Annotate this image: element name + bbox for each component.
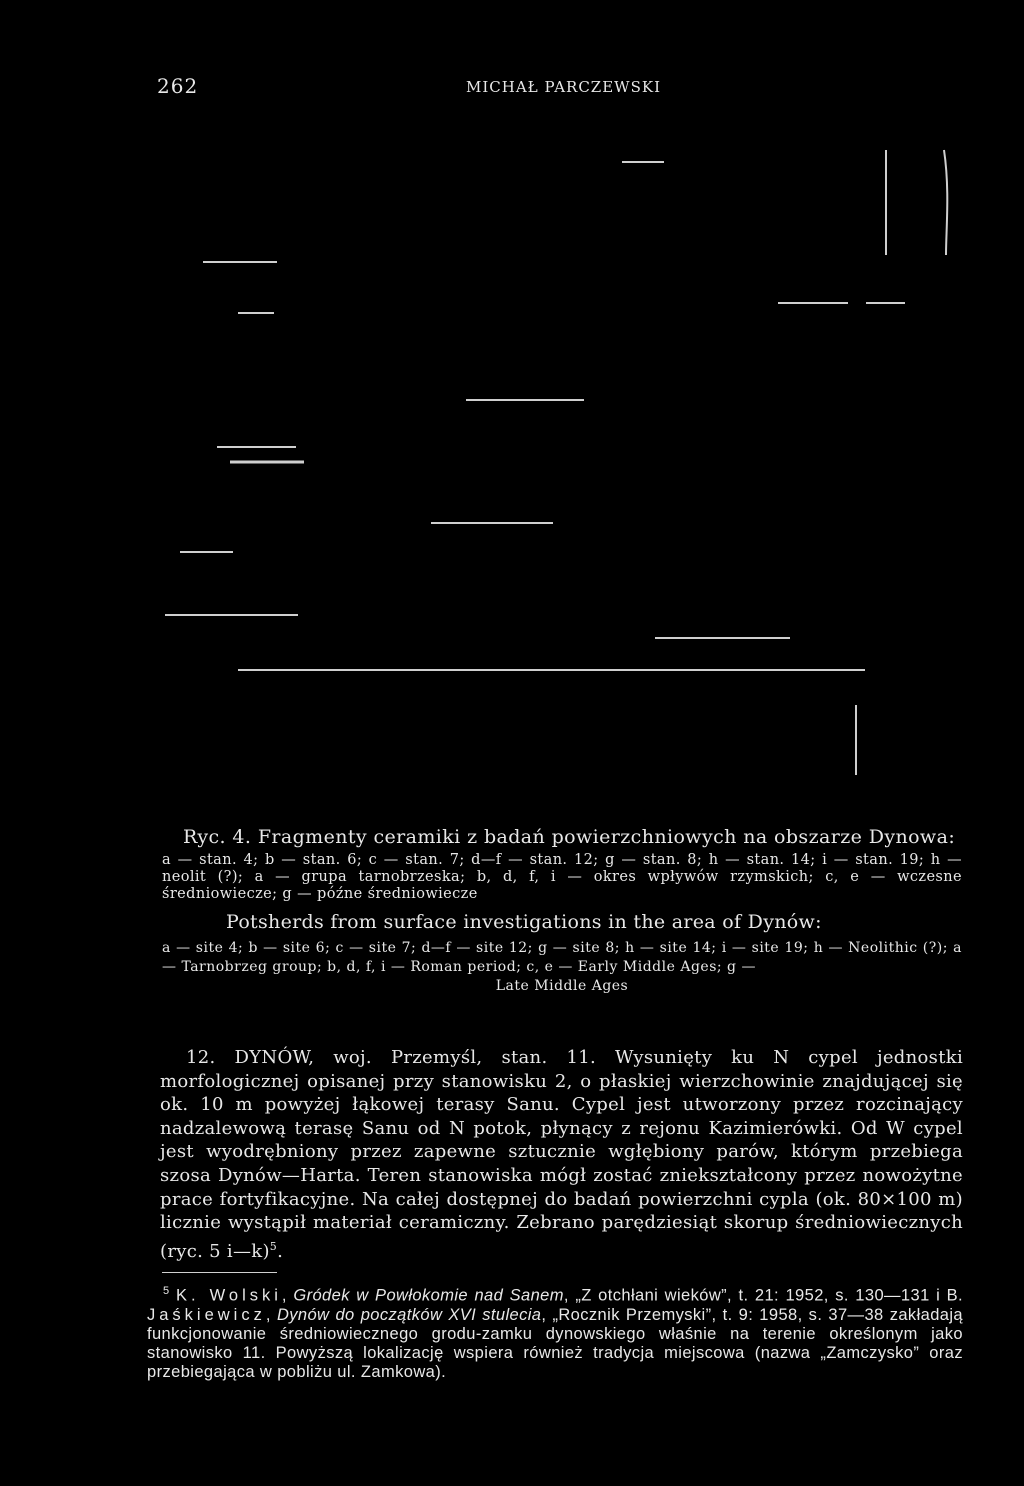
figure-caption-pl-title xyxy=(183,826,963,848)
footnote-5: $^5$ K. Wolski, Gródek w Powłokomie nad Sanem, „Z otchłani wieków”, t. 21: 1952, s. 130—131 i B. Jaśkiewicz, Dynów do początków XVI stulecia, „Rocznik Przemyski”, t. 9: 1958, s. 37—38 zakładają funkcjonowanie średniowiecznego grodu-zamku dynowskiego właśnie na terenie określonym jako stanowisko 11. Powyższą lokalizację wspiera również tradycja miejscowa (nazwa „Zamczysko” oraz przebiegająca w pobliżu ul. Zamkowa). xyxy=(147,1285,964,1381)
footnote xyxy=(147,1282,963,1382)
footnote-reference: 5 xyxy=(269,1239,278,1253)
footnote-title-2: Dynów do początków XVI stulecia xyxy=(276,1305,542,1324)
footnote-text-2: , „Rocznik Przemyski”, t. 9: 1958, s. 37—38 zakładają funkcjonowanie średniowiecznego grodu-zamku dynowskiego właśnie na terenie określonym jako stanowisko 11. Powyższą lokalizację wspiera również tradycja miejscowa (nazwa „Zamczysko” oraz przebiegająca w pobliżu ul. Zamkowa). xyxy=(147,1305,964,1381)
footnote-author-2: Jaśkiewicz xyxy=(147,1305,266,1324)
figure-label: Ryc. 4. xyxy=(183,826,252,848)
figure-caption-pl-body: a — stan. 4; b — stan. 6; c — stan. 7; d—f — stan. 12; g — stan. 8; h — stan. 14; i — stan. 19; h — neolit (?); a — grupa tarnobrzeska; b, d, f, i — okres wpływów rzymskich; c, e — wczesne średniowiecze; g — późne średniowiecze xyxy=(162,852,962,902)
figure-image xyxy=(0,130,1024,820)
footnote-separator xyxy=(162,1272,277,1273)
running-title: MICHAŁ PARCZEWSKI xyxy=(466,78,661,96)
figure-caption-en-text: a — site 4; b — site 6; c — site 7; d—f — site 12; g — site 8; h — site 14; i — site 19; h — Neolithic (?); a — Tarnobrzeg group; b, d, f, i — Roman period; c, e — Early Middle Ages; g — xyxy=(162,940,962,975)
figure-title-pl: Fragmenty ceramiki z badań powierzchniowych na obszarze Dynowa: xyxy=(257,826,956,848)
figure-caption-en-last-line: Late Middle Ages xyxy=(495,978,629,994)
figure-caption-en-title: Potsherds from surface investigations in the area of Dynów: xyxy=(226,911,822,933)
footnote-title-1: Gródek w Powłokomie nad Sanem xyxy=(293,1286,564,1305)
figure-sherd-outlines xyxy=(0,130,1024,820)
paragraph-text: 12. DYNÓW, woj. Przemyśl, stan. 11. Wysunięty ku N cypel jednostki morfologicznej opisanej przy stanowisku 2, o płaskiej wierzchowinie znajdującej się ok. 10 m powyżej łąkowej terasy Sanu. Cypel jest utworzony przez rozcinający nadzalewową terasę Sanu od N potok, płynący z rejonu Kazimierówki. Od W cypel jest wyodrębniony przez zapewne sztucznie wgłębiony parów, którym przebiega szosa Dynów—Harta. Teren stanowiska mógł zostać zniekształcony przez nowożytne prace fortyfikacyjne. Na całej dostępnej do badań powierzchni cypla (ok. 80×100 m) licznie wystąpił materiał ceramiczny. Zebrano parędziesiąt skorup średniowiecznych (ryc. 5 i—k) xyxy=(160,1047,963,1262)
paragraph-end: . xyxy=(277,1240,284,1262)
page-number: 262 xyxy=(157,74,199,98)
main-text xyxy=(160,1046,963,1263)
footnote-text-1: , „Z otchłani wieków”, t. 21: 1952, s. 130—131 i B. xyxy=(563,1286,963,1305)
footnote-marker: 5 xyxy=(163,1285,170,1297)
paragraph-dynow-site-11 xyxy=(160,1046,963,1263)
footnote-author-1: K. Wolski xyxy=(175,1286,282,1305)
figure-caption-en-body xyxy=(162,939,962,996)
